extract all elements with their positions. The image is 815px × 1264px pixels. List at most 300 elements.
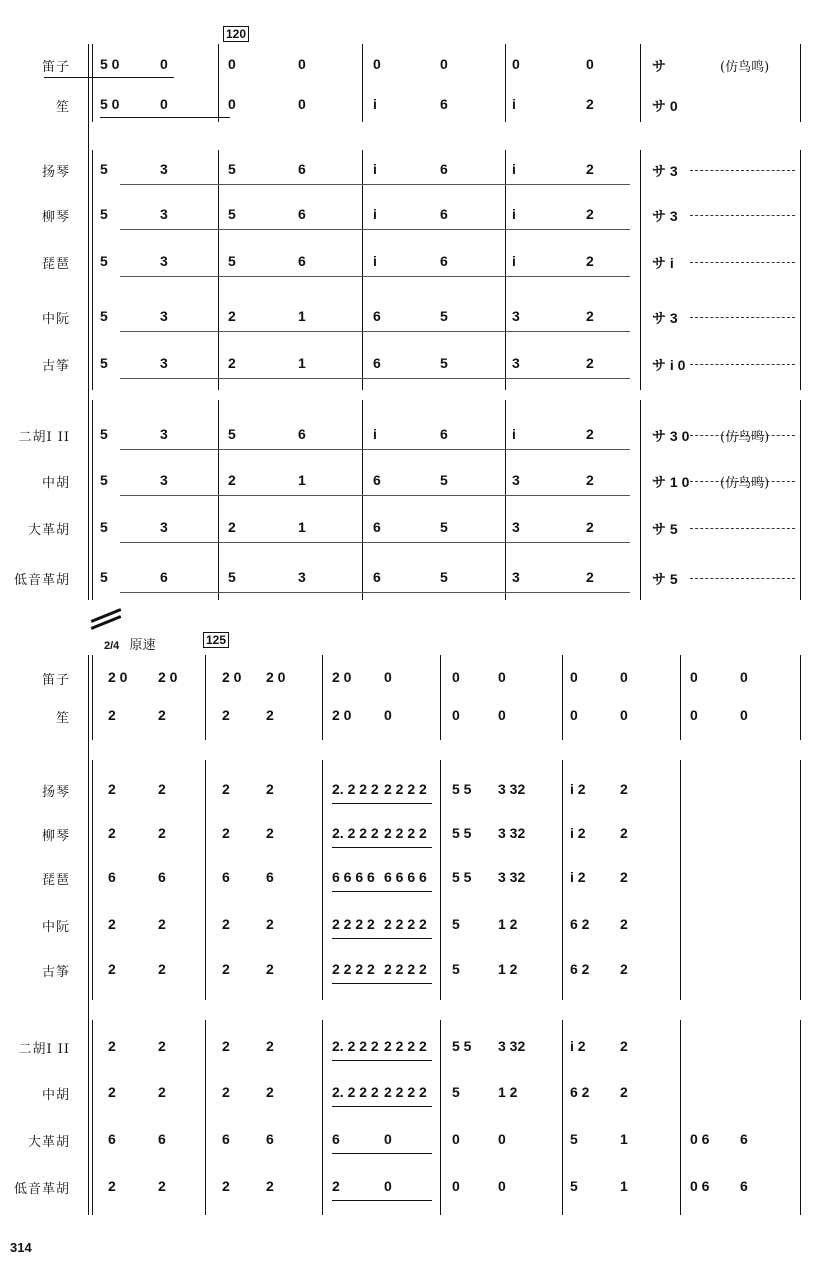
note: 0 — [498, 1131, 506, 1147]
note: 2 — [108, 1178, 116, 1194]
note: 2 — [586, 426, 594, 442]
note: サ i 0 — [652, 357, 686, 373]
barline — [205, 760, 206, 1000]
note: 6 — [373, 472, 381, 488]
note: i — [373, 426, 377, 442]
note: 2 2 2 2 — [384, 1038, 427, 1054]
dashed-line — [690, 364, 795, 366]
note: サ 3 — [652, 163, 678, 179]
instrument-label: 扬琴 — [41, 165, 70, 180]
note: 5 — [100, 161, 108, 177]
note: 5 — [228, 206, 236, 222]
note: 0 — [620, 707, 628, 723]
note: 2 — [108, 1084, 116, 1100]
staff-rule — [120, 495, 630, 496]
note: 2. 2 2 2 — [332, 825, 379, 841]
note: 3 — [512, 308, 520, 324]
note: 2 2 2 2 — [332, 916, 375, 932]
note: 5 — [100, 472, 108, 488]
note: 2 2 2 2 — [384, 1084, 427, 1100]
note: i — [373, 253, 377, 269]
instrument-label: 中胡 — [41, 1088, 70, 1103]
note: 2 — [222, 1084, 230, 1100]
dashed-line — [690, 435, 795, 437]
barline — [322, 1020, 323, 1215]
note: 6 — [160, 569, 168, 585]
note: 2 — [586, 472, 594, 488]
note: 1 2 — [498, 1084, 518, 1100]
instrument-label: 中阮 — [41, 920, 70, 935]
note: サ 3 — [652, 310, 678, 326]
note: (仿鸟鸣) — [720, 430, 770, 445]
note: 2 — [620, 1038, 628, 1054]
note: 0 — [740, 669, 748, 685]
barline — [92, 1020, 93, 1215]
note: 1 — [298, 308, 306, 324]
barline — [800, 400, 801, 600]
note: 5 — [228, 253, 236, 269]
note: 2 — [586, 206, 594, 222]
note: 2 — [586, 519, 594, 535]
note: 2 — [222, 781, 230, 797]
note: 2 — [158, 1084, 166, 1100]
instrument-label: 二胡I II — [18, 1042, 70, 1057]
note: 0 — [452, 707, 460, 723]
note: i — [512, 206, 516, 222]
note: 0 — [690, 669, 698, 685]
barline — [205, 655, 206, 740]
note: 3 32 — [498, 1038, 526, 1054]
note: 5 — [100, 569, 108, 585]
tempo-marking — [104, 634, 155, 653]
note: 5 — [452, 961, 460, 977]
note: 6 — [740, 1178, 748, 1194]
instrument-label: 笛子 — [41, 60, 70, 75]
beam-line — [332, 847, 432, 848]
note: 6 — [440, 96, 448, 112]
barline — [505, 400, 506, 600]
instrument-label: 琵琶 — [41, 257, 70, 272]
note: 5 — [228, 569, 236, 585]
instrument-label: 笛子 — [41, 673, 70, 688]
staff-rule — [120, 331, 630, 332]
note: 5 — [100, 253, 108, 269]
note: 2 0 — [108, 669, 128, 685]
note: 3 — [160, 206, 168, 222]
barline — [88, 44, 89, 600]
instrument-label: 笙 — [55, 100, 70, 115]
tempo-text: 原速 — [129, 638, 156, 653]
note: 2 — [620, 961, 628, 977]
note: 2 2 2 2 — [384, 961, 427, 977]
note: 5 — [100, 308, 108, 324]
dashed-line — [690, 578, 795, 580]
note: 2 — [108, 781, 116, 797]
note: サ 5 — [652, 521, 678, 537]
note: 6 — [373, 569, 381, 585]
note: 5 — [452, 916, 460, 932]
note: 6 — [373, 308, 381, 324]
note: 2 0 — [266, 669, 286, 685]
note: 2 — [158, 1178, 166, 1194]
barline — [218, 150, 219, 390]
beam-line — [100, 117, 230, 118]
note: 6 — [298, 206, 306, 222]
instrument-label: 扬琴 — [41, 785, 70, 800]
note: 3 — [298, 569, 306, 585]
note: 2 — [620, 825, 628, 841]
barline — [800, 1020, 801, 1215]
note: (仿鸟鸣) — [720, 60, 770, 75]
note: 2 — [586, 253, 594, 269]
note: 5 — [570, 1178, 578, 1194]
note: 5 — [228, 426, 236, 442]
staff-rule — [120, 378, 630, 379]
page-number: 314 — [10, 1240, 32, 1255]
note: サ 1 0 — [652, 474, 690, 490]
barline — [800, 655, 801, 740]
section-break-mark — [90, 612, 124, 626]
instrument-label: 中阮 — [41, 312, 70, 327]
note: 5 — [100, 355, 108, 371]
note: 5 — [440, 308, 448, 324]
barline — [92, 400, 93, 600]
beam-line — [332, 1060, 432, 1061]
note: 5 5 — [452, 825, 472, 841]
beam-line — [332, 891, 432, 892]
instrument-label: 中胡 — [41, 476, 70, 491]
note: 2 — [222, 825, 230, 841]
note: 0 6 — [690, 1131, 710, 1147]
note: 6 — [440, 161, 448, 177]
note: 2 2 2 2 — [384, 781, 427, 797]
note: 0 — [452, 1131, 460, 1147]
note: 3 — [160, 426, 168, 442]
note: サ i — [652, 255, 674, 271]
note: 0 — [512, 56, 520, 72]
note: 5 — [452, 1084, 460, 1100]
dashed-line — [690, 528, 795, 530]
note: 2 0 — [222, 669, 242, 685]
note: 6 — [298, 426, 306, 442]
note: (仿鸟鸣) — [720, 476, 770, 491]
note: 6 — [373, 355, 381, 371]
note: 0 — [160, 56, 168, 72]
note: 6 — [332, 1131, 340, 1147]
note: 2 — [108, 961, 116, 977]
note: 0 — [384, 1131, 392, 1147]
note: 6 — [222, 1131, 230, 1147]
note: 2 — [620, 1084, 628, 1100]
note: サ 3 — [652, 208, 678, 224]
note: 6 2 — [570, 1084, 590, 1100]
note: 3 — [160, 519, 168, 535]
note: 5 — [570, 1131, 578, 1147]
note: 2 — [266, 1178, 274, 1194]
barline — [562, 655, 563, 740]
note: 2 — [158, 707, 166, 723]
note: 0 — [740, 707, 748, 723]
note: i — [512, 96, 516, 112]
note: 2 — [620, 781, 628, 797]
note: 2 — [228, 355, 236, 371]
note: 0 — [384, 707, 392, 723]
note: 5 — [440, 472, 448, 488]
note: 3 — [160, 161, 168, 177]
note: i — [512, 426, 516, 442]
note: 2 — [586, 355, 594, 371]
note: 1 — [298, 355, 306, 371]
note: 2 — [222, 961, 230, 977]
barline — [640, 44, 641, 122]
staff-rule — [120, 592, 630, 593]
dashed-line — [690, 215, 795, 217]
note: 6 — [373, 519, 381, 535]
note: 2 — [222, 916, 230, 932]
rehearsal-mark-125: 125 — [203, 632, 229, 648]
note: 6 — [440, 253, 448, 269]
instrument-label: 笙 — [55, 711, 70, 726]
note: 1 2 — [498, 916, 518, 932]
note: 2. 2 2 2 — [332, 1038, 379, 1054]
note: 6 — [298, 253, 306, 269]
barline — [322, 655, 323, 740]
note: 0 — [373, 56, 381, 72]
note: 0 — [298, 56, 306, 72]
note: 0 — [620, 669, 628, 685]
note: 2 0 — [332, 707, 352, 723]
note: 5 5 — [452, 869, 472, 885]
note: 2 — [266, 781, 274, 797]
barline — [680, 760, 681, 1000]
instrument-label: 古筝 — [41, 359, 70, 374]
note: 1 2 — [498, 961, 518, 977]
note: 6 2 — [570, 961, 590, 977]
instrument-label: 大革胡 — [27, 1135, 70, 1150]
note: 2. 2 2 2 — [332, 781, 379, 797]
note: 5 5 — [452, 781, 472, 797]
note: 6 — [158, 1131, 166, 1147]
note: サ — [652, 58, 666, 74]
beam-line — [332, 803, 432, 804]
note: i — [512, 253, 516, 269]
note: i — [512, 161, 516, 177]
note: 5 5 — [452, 1038, 472, 1054]
beam-line — [332, 1153, 432, 1154]
note: 0 — [298, 96, 306, 112]
note: 3 — [160, 308, 168, 324]
instrument-label: 柳琴 — [41, 210, 70, 225]
note: 2 — [586, 569, 594, 585]
note: 0 — [160, 96, 168, 112]
beam-line — [332, 938, 432, 939]
note: 1 — [620, 1131, 628, 1147]
note: 2 — [158, 781, 166, 797]
instrument-label: 低音革胡 — [13, 1182, 70, 1197]
note: 3 — [160, 253, 168, 269]
rehearsal-mark-120: 120 — [223, 26, 249, 42]
barline — [640, 150, 641, 390]
beam-line — [44, 77, 174, 78]
note: 2 — [222, 1178, 230, 1194]
note: 0 — [452, 669, 460, 685]
note: 2 — [108, 825, 116, 841]
barline — [218, 400, 219, 600]
barline — [505, 150, 506, 390]
note: 1 — [620, 1178, 628, 1194]
note: 2 — [620, 916, 628, 932]
note: i — [373, 161, 377, 177]
note: 3 — [160, 472, 168, 488]
note: 5 — [440, 569, 448, 585]
note: 6 — [298, 161, 306, 177]
note: 3 32 — [498, 781, 526, 797]
note: 6 — [266, 1131, 274, 1147]
staff-rule — [120, 229, 630, 230]
note: 2 0 — [332, 669, 352, 685]
note: 1 — [298, 472, 306, 488]
note: i — [373, 206, 377, 222]
note: 0 — [228, 56, 236, 72]
staff-rule — [120, 449, 630, 450]
note: 2 — [266, 916, 274, 932]
barline — [800, 150, 801, 390]
staff-rule — [120, 276, 630, 277]
note: 2 0 — [158, 669, 178, 685]
dashed-line — [690, 262, 795, 264]
note: 2 — [158, 916, 166, 932]
barline — [680, 655, 681, 740]
barline — [800, 760, 801, 1000]
beam-line — [332, 1106, 432, 1107]
note: 3 — [512, 355, 520, 371]
note: 0 — [570, 669, 578, 685]
staff-rule — [120, 542, 630, 543]
note: 2 — [266, 1038, 274, 1054]
note: 3 32 — [498, 825, 526, 841]
note: 5 0 — [100, 96, 120, 112]
note: 2 — [266, 1084, 274, 1100]
note: 0 — [690, 707, 698, 723]
note: 1 — [298, 519, 306, 535]
note: 2 — [228, 308, 236, 324]
note: 5 — [440, 519, 448, 535]
note: 6 — [740, 1131, 748, 1147]
note: 6 6 6 6 — [332, 869, 375, 885]
note: i 2 — [570, 825, 586, 841]
note: 2 — [108, 1038, 116, 1054]
note: 2. 2 2 2 — [332, 1084, 379, 1100]
note: 5 0 — [100, 56, 120, 72]
barline — [205, 1020, 206, 1215]
note: i 2 — [570, 1038, 586, 1054]
barline — [505, 44, 506, 122]
note: サ 3 0 — [652, 428, 690, 444]
instrument-label: 二胡I II — [18, 430, 70, 445]
instrument-label: 柳琴 — [41, 829, 70, 844]
note: 2 2 2 2 — [384, 825, 427, 841]
dashed-line — [690, 170, 795, 172]
note: 6 — [440, 206, 448, 222]
note: 2 — [108, 707, 116, 723]
note: 2 2 2 2 — [332, 961, 375, 977]
note: 2 — [222, 707, 230, 723]
instrument-label: 琵琶 — [41, 873, 70, 888]
note: 6 2 — [570, 916, 590, 932]
barline — [88, 655, 89, 1215]
note: 3 — [512, 519, 520, 535]
note: 5 — [228, 161, 236, 177]
note: 2 — [586, 308, 594, 324]
note: 6 — [158, 869, 166, 885]
note: 0 — [228, 96, 236, 112]
barline — [440, 1020, 441, 1215]
note: 0 — [440, 56, 448, 72]
note: 3 32 — [498, 869, 526, 885]
barline — [362, 44, 363, 122]
note: 5 — [100, 519, 108, 535]
note: 0 — [498, 669, 506, 685]
barline — [640, 400, 641, 600]
note: 2 — [266, 825, 274, 841]
note: i — [373, 96, 377, 112]
note: 6 6 6 6 — [384, 869, 427, 885]
barline — [800, 44, 801, 122]
note: 0 — [498, 1178, 506, 1194]
note: サ 0 — [652, 98, 678, 114]
instrument-label: 古筝 — [41, 965, 70, 980]
note: 0 — [452, 1178, 460, 1194]
note: 2 2 2 2 — [384, 916, 427, 932]
dashed-line — [690, 481, 795, 483]
note: 2 — [222, 1038, 230, 1054]
barline — [362, 400, 363, 600]
barline — [362, 150, 363, 390]
note: 0 — [498, 707, 506, 723]
note: 6 — [266, 869, 274, 885]
note: 5 — [440, 355, 448, 371]
barline — [680, 1020, 681, 1215]
note: 2 — [158, 825, 166, 841]
time-signature: 2/4 — [104, 640, 120, 652]
barline — [440, 760, 441, 1000]
note: i 2 — [570, 869, 586, 885]
note: サ 5 — [652, 571, 678, 587]
dashed-line — [690, 317, 795, 319]
barline — [218, 44, 219, 122]
note: 0 — [570, 707, 578, 723]
note: 3 — [160, 355, 168, 371]
note: 0 6 — [690, 1178, 710, 1194]
barline — [92, 760, 93, 1000]
beam-line — [332, 983, 432, 984]
barline — [562, 760, 563, 1000]
note: 2 — [620, 869, 628, 885]
note: 6 — [108, 1131, 116, 1147]
barline — [440, 655, 441, 740]
note: 3 — [512, 569, 520, 585]
note: 2 — [332, 1178, 340, 1194]
instrument-label: 大革胡 — [27, 523, 70, 538]
note: 2 — [158, 961, 166, 977]
barline — [322, 760, 323, 1000]
note: 5 — [100, 426, 108, 442]
beam-line — [332, 1200, 432, 1201]
instrument-label: 低音革胡 — [13, 573, 70, 588]
barline — [92, 150, 93, 390]
staff-rule — [120, 184, 630, 185]
note: 0 — [384, 1178, 392, 1194]
